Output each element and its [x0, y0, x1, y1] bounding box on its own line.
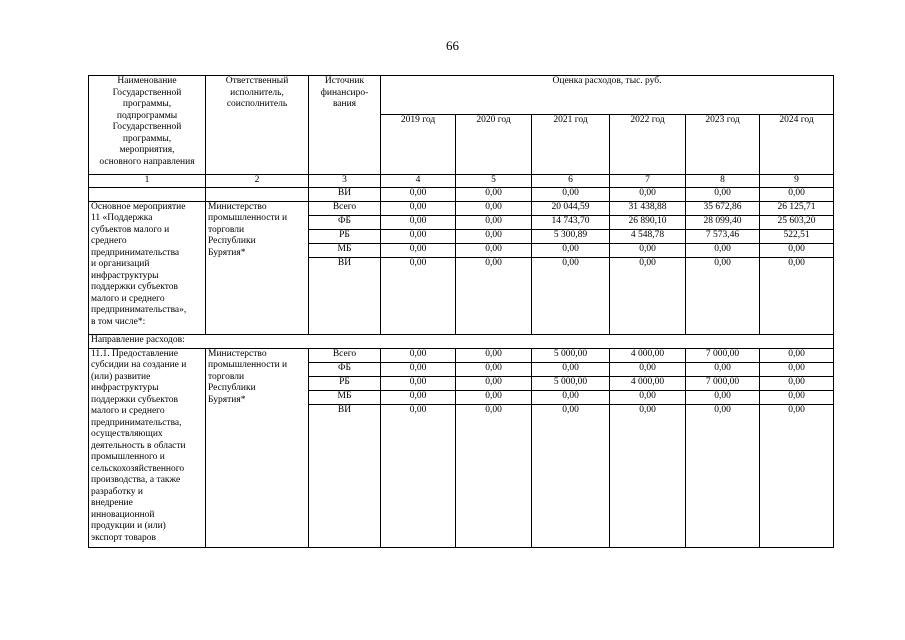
header-name-line: программы, — [122, 133, 172, 144]
empty-cell — [89, 187, 206, 201]
value-cell: 0,00 — [456, 404, 532, 547]
event11-1-name-line: 11.1. Предоставление — [91, 348, 178, 359]
year-cell: 2023 год — [686, 115, 760, 175]
vi-carryover-row — [89, 187, 834, 201]
value-cell: 0,00 — [532, 390, 610, 404]
year-cell: 2022 год — [610, 115, 686, 175]
value-cell: 0,00 — [532, 257, 610, 334]
source-cell: ФБ — [309, 215, 381, 229]
column-number: 6 — [532, 175, 610, 188]
event11-1-executor-line: торговли — [208, 371, 245, 382]
value-cell: 0,00 — [760, 348, 834, 362]
value-cell: 0,00 — [456, 243, 532, 257]
event11-1-name-line: продукции и (или) — [91, 521, 166, 531]
event11-name-line: и организаций — [91, 259, 150, 269]
source-cell: ВИ — [309, 404, 381, 547]
event11-1-name-line: поддержки субъектов — [91, 394, 179, 405]
value-cell: 0,00 — [532, 243, 610, 257]
value-cell: 4 000,00 — [610, 348, 686, 362]
event11-1-name-line: субсидии на создание и — [91, 360, 187, 370]
header-source-line: вания — [332, 99, 357, 109]
value-cell: 0,00 — [760, 257, 834, 334]
value-cell: 0,00 — [456, 362, 532, 376]
source-cell: Всего — [309, 348, 381, 362]
event11-1-executor-line: Бурятия* — [208, 394, 246, 405]
year-cell: 2021 год — [532, 115, 610, 175]
event11-1-name-line: деятельность в области — [91, 440, 186, 451]
column-number: 2 — [206, 175, 309, 188]
value-cell: 0,00 — [610, 404, 686, 547]
page-number: 66 — [446, 38, 459, 53]
value-cell: 28 099,40 — [686, 215, 760, 229]
event11-name-line: предпринимательства — [91, 247, 180, 258]
value-cell: 26 890,10 — [610, 215, 686, 229]
value-cell: 0,00 — [610, 187, 686, 201]
value-cell: 0,00 — [610, 362, 686, 376]
value-cell: 26 125,71 — [760, 201, 834, 215]
column-number-row — [89, 175, 834, 188]
value-cell: 0,00 — [760, 187, 834, 201]
value-cell: 20 044,59 — [532, 201, 610, 215]
event11-1-name-line: осуществляющих — [91, 429, 163, 439]
column-number: 7 — [610, 175, 686, 188]
event11-name-line: Основное мероприятие — [91, 201, 186, 212]
year-cell: 2019 год — [381, 115, 456, 175]
header-source-line: финансиро- — [320, 87, 369, 98]
value-cell: 0,00 — [456, 257, 532, 334]
column-number: 5 — [456, 175, 532, 188]
value-cell: 0,00 — [686, 187, 760, 201]
value-cell: 0,00 — [381, 229, 456, 243]
header-name-line: Государственной — [112, 87, 182, 98]
value-cell: 0,00 — [456, 187, 532, 201]
event11-1-name-line: предпринимательства, — [91, 417, 182, 428]
value-cell: 7 573,46 — [686, 229, 760, 243]
year-cell: 2024 год — [760, 115, 834, 175]
value-cell: 0,00 — [686, 404, 760, 547]
value-cell: 31 438,88 — [610, 201, 686, 215]
value-cell: 0,00 — [381, 362, 456, 376]
event11-1-name-line: инфраструктуры — [91, 383, 159, 393]
value-cell: 0,00 — [381, 215, 456, 229]
event11-executor-cell — [206, 201, 309, 334]
value-cell: 0,00 — [381, 390, 456, 404]
value-cell: 5 300,89 — [532, 229, 610, 243]
budget-table — [88, 75, 834, 548]
header-name-line: основного направления — [99, 156, 195, 167]
column-number: 8 — [686, 175, 760, 188]
event11-executor-line: Министерство — [208, 201, 267, 212]
event11-1-executor-cell — [206, 348, 309, 547]
value-cell: 0,00 — [456, 376, 532, 390]
value-cell: 0,00 — [381, 187, 456, 201]
event11-1-name-line: разработку и — [91, 486, 143, 497]
value-cell: 35 672,86 — [686, 201, 760, 215]
value-cell: 25 603,20 — [760, 215, 834, 229]
value-cell: 0,00 — [686, 362, 760, 376]
event11-1-executor-line: Министерство — [208, 348, 267, 359]
direction-label: Направление расходов: — [89, 334, 834, 348]
value-cell: 0,00 — [381, 201, 456, 215]
event11-name-line: инфраструктуры — [91, 270, 159, 281]
header-name-line: Наименование — [117, 76, 177, 86]
event11-name-line: 11 «Поддержка — [91, 213, 153, 223]
value-cell: 0,00 — [456, 201, 532, 215]
event11-executor-line: Бурятия* — [208, 247, 246, 258]
column-number: 1 — [89, 175, 206, 188]
header-executor-cell — [206, 76, 309, 175]
value-cell: 0,00 — [686, 257, 760, 334]
header-name-line: программы, — [122, 99, 172, 109]
column-number: 9 — [760, 175, 834, 188]
event11-1-name-line: промышленного и — [91, 452, 165, 462]
event11-name-cell — [89, 201, 206, 334]
value-cell: 0,00 — [532, 404, 610, 547]
source-cell: ФБ — [309, 362, 381, 376]
event11-1-name-line: инновационной — [91, 509, 155, 520]
event11-1-executor-line: промышленности и — [208, 360, 288, 370]
event11-row-vsego — [89, 201, 834, 215]
value-cell: 0,00 — [381, 257, 456, 334]
source-cell: МБ — [309, 243, 381, 257]
source-cell: ВИ — [309, 257, 381, 334]
header-name-line: мероприятия, — [119, 145, 175, 155]
value-cell: 0,00 — [686, 243, 760, 257]
event11-name-line: среднего — [91, 236, 127, 246]
column-number: 3 — [309, 175, 381, 188]
header-executor-line: Ответственный — [225, 76, 289, 86]
value-cell: 7 000,00 — [686, 348, 760, 362]
value-cell: 0,00 — [456, 229, 532, 243]
value-cell: 0,00 — [456, 215, 532, 229]
header-source-line: Источник — [324, 76, 365, 86]
direction-row — [89, 334, 834, 348]
source-cell: ВИ — [309, 187, 381, 201]
header-executor-line: соисполнитель — [226, 99, 288, 109]
header-source-cell — [309, 76, 381, 175]
source-cell: Всего — [309, 201, 381, 215]
value-cell: 14 743,70 — [532, 215, 610, 229]
value-cell: 0,00 — [456, 390, 532, 404]
empty-cell — [206, 187, 309, 201]
event11-1-name-line: производства, а также — [91, 475, 181, 485]
header-name-cell — [89, 76, 206, 175]
value-cell: 0,00 — [610, 257, 686, 334]
value-cell: 0,00 — [381, 404, 456, 547]
value-cell: 0,00 — [760, 362, 834, 376]
value-cell: 7 000,00 — [686, 376, 760, 390]
value-cell: 4 548,78 — [610, 229, 686, 243]
source-cell: РБ — [309, 229, 381, 243]
value-cell: 522,51 — [760, 229, 834, 243]
event11-1-name-line: внедрение — [91, 498, 133, 508]
value-cell: 0,00 — [760, 243, 834, 257]
event11-1-executor-line: Республики — [208, 383, 256, 393]
value-cell: 0,00 — [532, 187, 610, 201]
source-cell: РБ — [309, 376, 381, 390]
event11-1-name-line: экспорт товаров — [91, 532, 156, 543]
event11-1-name-cell — [89, 348, 206, 547]
event11-name-line: предпринимательства», — [91, 305, 187, 315]
value-cell: 0,00 — [381, 376, 456, 390]
value-cell: 0,00 — [686, 390, 760, 404]
value-cell: 5 000,00 — [532, 376, 610, 390]
event11-executor-line: Республики — [208, 236, 256, 246]
value-cell: 0,00 — [760, 376, 834, 390]
event11-1-row-vsego — [89, 348, 834, 362]
value-cell: 0,00 — [381, 243, 456, 257]
header-expenses-cell: Оценка расходов, тыс. руб. — [381, 76, 834, 115]
event11-1-name-line: (или) развитие — [91, 371, 151, 382]
year-cell: 2020 год — [456, 115, 532, 175]
value-cell: 0,00 — [532, 362, 610, 376]
header-name-line: подпрограммы — [116, 110, 178, 121]
header-executor-line: исполнитель, — [230, 87, 284, 98]
value-cell: 0,00 — [456, 348, 532, 362]
event11-executor-line: промышленности и — [208, 213, 288, 223]
event11-1-name-line: малого и среднего — [91, 406, 165, 416]
value-cell: 0,00 — [760, 390, 834, 404]
value-cell: 0,00 — [610, 243, 686, 257]
header-row-top — [89, 76, 834, 115]
event11-name-line: в том числе*: — [91, 316, 146, 327]
value-cell: 4 000,00 — [610, 376, 686, 390]
event11-name-line: субъектов малого и — [91, 224, 170, 235]
event11-name-line: поддержки субъектов — [91, 282, 179, 292]
source-cell: МБ — [309, 390, 381, 404]
value-cell: 0,00 — [610, 390, 686, 404]
value-cell: 0,00 — [760, 404, 834, 547]
header-name-line: Государственной — [112, 122, 182, 132]
column-number: 4 — [381, 175, 456, 188]
value-cell: 0,00 — [381, 348, 456, 362]
event11-1-name-line: сельскохозяйственного — [91, 463, 185, 474]
event11-executor-line: торговли — [208, 224, 245, 235]
value-cell: 5 000,00 — [532, 348, 610, 362]
event11-name-line: малого и среднего — [91, 293, 165, 304]
